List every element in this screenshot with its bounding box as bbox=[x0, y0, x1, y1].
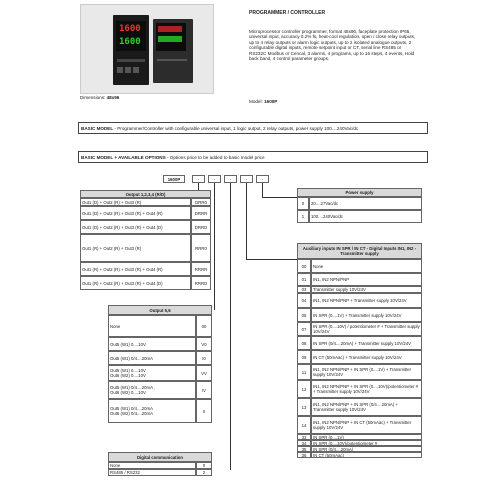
table-row-desc: 20....27Vac/dc bbox=[309, 197, 422, 210]
table-row-desc: IN SPR (0....10V)/potentiometer # bbox=[311, 440, 422, 446]
table-row-desc: IN1, IN2 NPN/PNP + IN SPR (0/4....20mA) + Transmitter supply 10V/24V bbox=[311, 398, 422, 416]
table-row-code: 00 bbox=[196, 315, 212, 337]
connector-line bbox=[262, 183, 263, 197]
table-row-desc: None bbox=[108, 462, 196, 469]
connector-line bbox=[230, 183, 231, 470]
output-1234-title: Output 1,2,3,4 (R/D) bbox=[80, 190, 211, 198]
controller-device-side bbox=[153, 19, 193, 83]
table-row-code: 14 bbox=[297, 416, 311, 434]
table-row-desc: Out1 (R) + Out2 (R) + Out3 (R) + Out4 (R) bbox=[80, 262, 191, 276]
table-row-desc: Out1 (R) + Out2 (R) + Out3 (R) + Out4 (D) bbox=[80, 276, 191, 290]
basic-options-bar: BASIC MODEL + AVAILABLE OPTIONS - Options price to be added to basic model price bbox=[78, 151, 428, 163]
code-slot: - bbox=[192, 175, 205, 183]
table-row-desc: Out5 (W1) 0....10V bbox=[108, 337, 196, 351]
product-description: Microprocessor controller programmer, format 48x96, faceplate protection IP65, universal input, accuracy 0.2% fs, heat-cool regulation, open / close relay outputs, up to 4 relay outputs or alarm logic outputs, up to 2 isolated analogue outputs, 2 configurable digital inputs, remote setpoint input or CT, serial line RS485 or RS232C Modbus or Cencal, 3 alarms, 4 programs, up to 16 steps, 4 events, Hold back band, 4 control parameter groups. bbox=[249, 29, 416, 62]
controller-device bbox=[113, 15, 149, 85]
product-title: PROGRAMMER / CONTROLLER bbox=[249, 10, 326, 16]
code-slot: - bbox=[240, 175, 253, 183]
table-row-desc: Out1 (D) + Out2 (R) + Out3 (R) bbox=[80, 198, 191, 206]
table-row-code: 09 bbox=[297, 350, 311, 364]
table-row-code: I0 bbox=[196, 351, 212, 365]
table-row-code: VV bbox=[196, 365, 212, 381]
table-row-code: 11 bbox=[297, 364, 311, 380]
code-prefix: 1600P bbox=[163, 175, 185, 183]
table-row-code: 00 bbox=[297, 259, 311, 273]
table-row-code: 36 bbox=[297, 452, 311, 458]
display-top: 1600 bbox=[119, 24, 141, 34]
model-line: Model: 1600P bbox=[249, 99, 278, 104]
table-row-code: 2 bbox=[196, 469, 212, 476]
connector-line bbox=[214, 183, 215, 310]
table-row-code: 1 bbox=[297, 210, 309, 223]
table-row-code: 33 bbox=[297, 434, 311, 440]
table-row-code: IV bbox=[196, 381, 212, 399]
table-row-desc: IN1, IN2 NPN/PNP + IN CT (50mAac) + Transmitter supply 10V/24V bbox=[311, 416, 422, 434]
table-row-desc: Out1 (R) + Out2 (R) + Out3 (R) bbox=[80, 234, 191, 262]
output-56-title: Output 5,6 bbox=[108, 305, 212, 315]
display-bottom: 1600 bbox=[119, 37, 141, 47]
table-row-code: RRR0 bbox=[191, 234, 211, 262]
table-row-code: 35 bbox=[297, 446, 311, 452]
connector-line bbox=[246, 259, 297, 260]
table-row-desc: Out5 (W1) 0....10V Out6 (W2) 0....10V bbox=[108, 365, 196, 381]
table-row-desc: IN1, IN2 NPN/PNP + Transmitter supply 10V/24V bbox=[311, 293, 422, 308]
connector-line bbox=[246, 183, 247, 259]
table-row-code: DRRR bbox=[191, 206, 211, 220]
table-row-code: V0 bbox=[196, 337, 212, 351]
table-row-code: 07 bbox=[297, 322, 311, 336]
table-row-desc: IN1, IN2 NPN/PNP + IN SPR (0....1V) + Transmitter supply 10V/24V bbox=[311, 364, 422, 380]
table-row-desc: IN SPR (0/4....20mA) + Transmitter supply 10V/24V bbox=[311, 336, 422, 350]
table-row-desc: IN1, IN2 NPN/PNP bbox=[311, 273, 422, 286]
table-row-desc: Transmitter supply 10V/24V bbox=[311, 286, 422, 293]
table-row-code: 01 bbox=[297, 273, 311, 286]
table-row-desc: Out5 (W1) 0/4....20mA Out6 (W2) 0/4....20mA bbox=[108, 399, 196, 423]
code-slot: - bbox=[256, 175, 269, 183]
table-row-desc: Out5 (W1) 0/4....20mA bbox=[108, 351, 196, 365]
basic-model-bar: BASIC MODEL - Programmer/Controller with configurable universal input, 1 logic output, 2 relay outputs, power supply 100....240Vac/dc bbox=[78, 122, 428, 134]
table-row-code: 13 bbox=[297, 398, 311, 416]
dimensions-line: Dimensions: 48x96 bbox=[80, 95, 120, 100]
table-row-desc: IN CT (50mAac) + Transmitter supply 10V/24V bbox=[311, 350, 422, 364]
power-supply-title: Power supply bbox=[297, 188, 422, 197]
table-row-desc: IN SPR (0/4....20mA) bbox=[311, 446, 422, 452]
table-row-desc: Out1 (D) + Out2 (R) + Out3 (R) + Out4 (R) bbox=[80, 206, 191, 220]
table-row-code: DRRD bbox=[191, 220, 211, 234]
table-row-desc: Out5 (W1) 0/4....20mA , Out6 (W2) 0....10V bbox=[108, 381, 196, 399]
table-row-desc: None bbox=[108, 315, 196, 337]
table-row-desc: None bbox=[311, 259, 422, 273]
table-row-code: 34 bbox=[297, 440, 311, 446]
table-row-code: DRR0 bbox=[191, 198, 211, 206]
table-row-desc: IN SPR (0....10V) / potentiometer # + Transmitter supply 10V/24V bbox=[311, 322, 422, 336]
product-photo bbox=[80, 4, 214, 94]
table-row-desc: RS485 / RS232 bbox=[108, 469, 196, 476]
code-slot: - bbox=[224, 175, 237, 183]
table-row-code: 04 bbox=[297, 293, 311, 308]
table-row-desc: IN SPR (0....1V) + Transmitter supply 10V/24V bbox=[311, 308, 422, 322]
table-row-code: 0 bbox=[297, 197, 309, 210]
code-slot: - bbox=[208, 175, 221, 183]
table-row-desc: IN CT (50mAac) bbox=[311, 452, 422, 458]
table-row-desc: 100....240Vac/dc bbox=[309, 210, 422, 223]
connector-line bbox=[198, 183, 199, 190]
table-row-desc: IN1, IN2 NPN/PNP + IN SPR (0....10V)/potentiometer # + Transmitter supply 10V/24V bbox=[311, 380, 422, 398]
table-row-code: 05 bbox=[297, 308, 311, 322]
table-row-code: 08 bbox=[297, 336, 311, 350]
table-row-code: RRRR bbox=[191, 262, 211, 276]
table-row-code: II bbox=[196, 399, 212, 423]
aux-inputs-title: Auxiliary inputs IN SPR / IN CT - Digital Inputs IN1, IN2 - Transmitter supply bbox=[297, 243, 422, 259]
table-row-code: 03 bbox=[297, 286, 311, 293]
digital-comm-title: Digital communication bbox=[108, 452, 212, 462]
table-row-code: RRRD bbox=[191, 276, 211, 290]
table-row-desc: IN SPR (0....1V) bbox=[311, 434, 422, 440]
table-row-code: 12 bbox=[297, 380, 311, 398]
table-row-desc: Out1 (D) + Out2 (R) + Out3 (R) + Out4 (D) bbox=[80, 220, 191, 234]
connector-line bbox=[262, 197, 297, 198]
table-row-code: 0 bbox=[196, 462, 212, 469]
